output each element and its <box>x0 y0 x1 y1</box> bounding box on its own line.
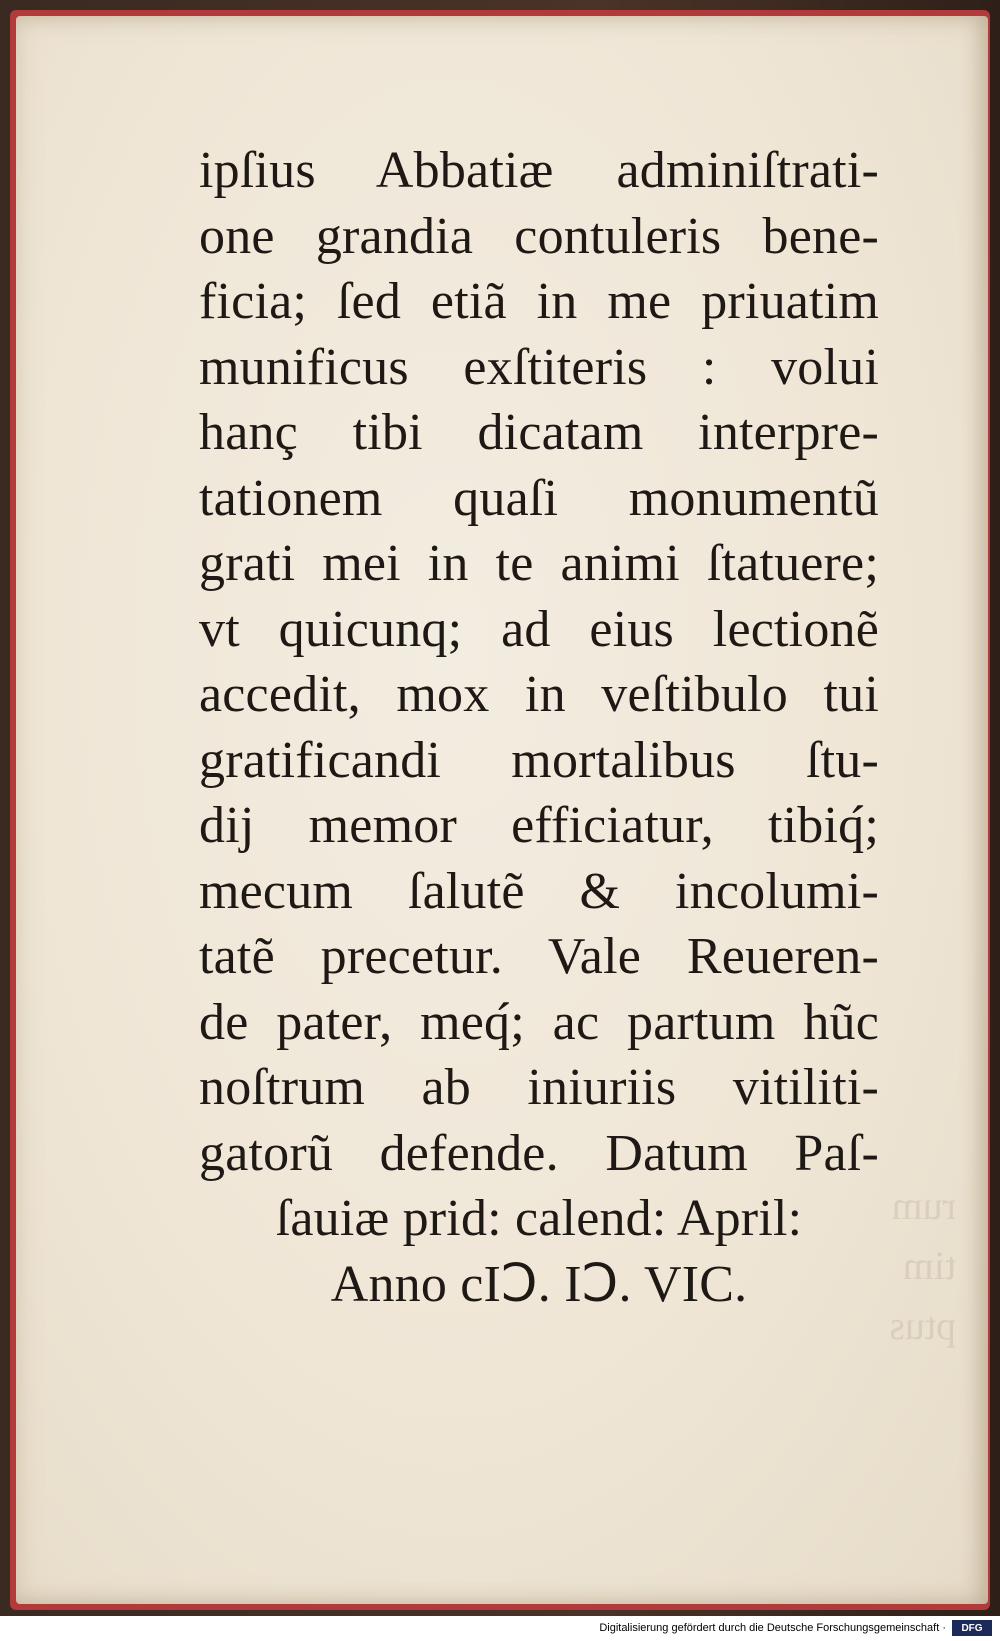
bleed-line: rum <box>891 1183 956 1228</box>
text-line-13: tatẽ precetur. Vale Reueren- <box>199 928 879 985</box>
text-line-4: munificus exſtiteris : volui <box>199 338 879 396</box>
text-line-11: dij memor efficiatur, tibiq́; <box>199 797 879 854</box>
text-line-3: ficia; ſed etiã in me priuatim <box>199 273 879 330</box>
text-line-14: de pater, meq́; ac partum hũc <box>199 993 879 1051</box>
latin-text-block <box>199 138 879 1317</box>
text-line-16: gatorũ defende. Datum Paſ- <box>199 1124 879 1182</box>
text-line-17: ſauiæ prid: calend: April: <box>275 1190 803 1247</box>
text-line-6: tationem quaſi monumentũ <box>199 469 879 527</box>
text-line-7: grati mei in te animi ſtatuere; <box>199 535 879 592</box>
bleed-line: ptus <box>889 1303 956 1348</box>
funding-credit: Digitalisierung gefördert durch die Deutsche Forschungsgemeinschaft · <box>599 1622 946 1634</box>
text-line-2: one grandia contuleris bene- <box>199 207 879 265</box>
text-line-9: accedit, mox in veſtibulo tui <box>199 666 879 723</box>
dfg-logo-icon: DFG <box>952 1620 992 1636</box>
text-line-18-date: Anno cIↃ. IↃ. VIC. <box>330 1255 748 1313</box>
paper-page <box>16 16 988 1604</box>
text-line-10: gratificandi mortalibus ſtu- <box>199 731 879 789</box>
text-line-1: ipſius Abbatiæ adminiſtrati- <box>199 142 879 199</box>
text-line-12: mecum ſalutẽ & incolumi- <box>199 862 879 920</box>
text-line-8: vt quicunq; ad eius lectionẽ <box>199 600 879 658</box>
digitization-footer <box>0 1616 1000 1641</box>
text-line-15: noſtrum ab iniuriis vitiliti- <box>199 1059 879 1116</box>
text-line-5: hanç tibi dicatam interpre- <box>199 404 879 461</box>
bleed-line: tim <box>902 1243 956 1288</box>
